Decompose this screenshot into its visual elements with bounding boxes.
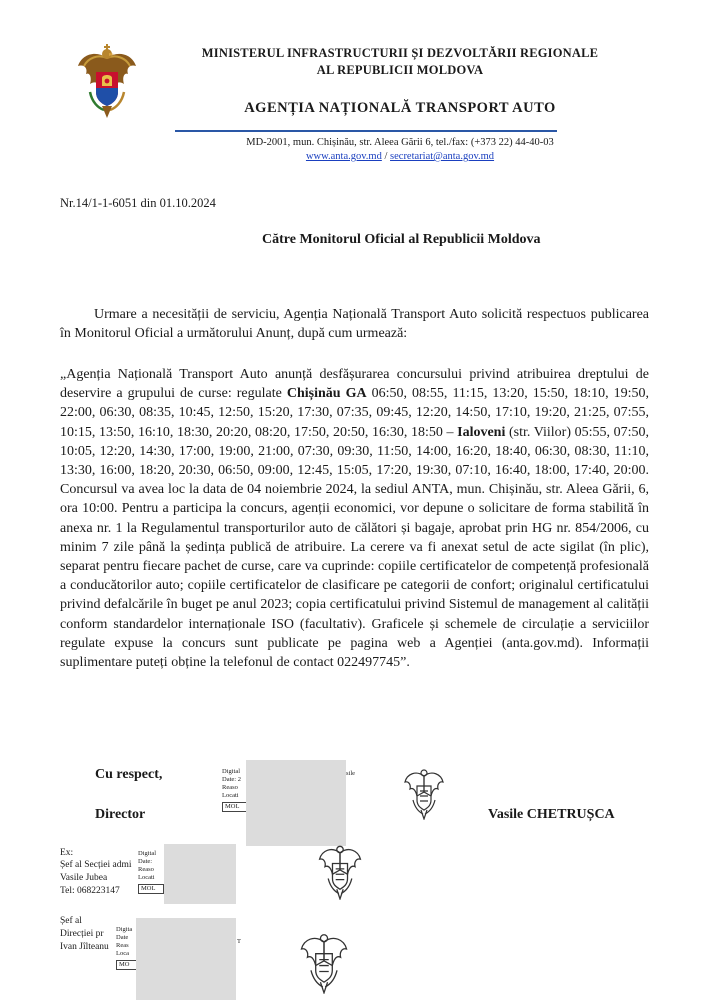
redacted-signature-block [136, 918, 236, 1000]
executor2-name: Ivan Jîlteanu [60, 942, 109, 952]
signature-detail: Locati [138, 874, 155, 881]
header-divider [175, 130, 557, 132]
contact-separator: / [381, 151, 391, 162]
executor1-role: Șef al Secției admi [60, 860, 132, 870]
signature-detail: Locati [222, 792, 239, 799]
executor2-role-line2: Direcției pr [60, 929, 104, 939]
seal-icon [404, 766, 444, 820]
signature-tail-text: T [237, 938, 241, 945]
origin-times: 06:50, 08:55, 11:15, 13:20, 15:50, 18:10, 19:50, 22:00, 06:30, 08:35, 10:45, 12:50, 15:20, 17:30, 07:35, 09:45, 12:20, 14:50, 17:10, 19:20, 21:25, 07:55, 10:15, 13:50, 16:10, 18:30, 20:20, 08:20, 17:50, 20:50, 16:30, 18:50 – [60, 386, 649, 440]
signature-detail: Date [116, 934, 129, 941]
recipient: Către Monitorul Oficial al Republicii Moldova [262, 232, 541, 247]
document-reference: Nr.14/1-1-6051 din 01.10.2024 [60, 196, 216, 210]
executor2-role-line1: Șef al [60, 916, 82, 926]
signature-field: MO [116, 960, 138, 970]
executor1-name: Vasile Jubea [60, 873, 108, 883]
signature-detail: Reas [116, 942, 129, 949]
website-link[interactable]: www.anta.gov.md [305, 151, 382, 162]
signature-detail: Reaso [222, 784, 238, 791]
coat-of-arms-logo [76, 44, 138, 120]
signature-field: MOL [222, 802, 248, 812]
seal-icon [298, 930, 350, 994]
agency-name: AGENȚIA NAȚIONALĂ TRANSPORT AUTO [244, 100, 556, 116]
agency-contacts [150, 151, 650, 162]
ministry-name-line2: AL REPUBLICII MOLDOVA [316, 63, 484, 77]
signature-detail: Digita [116, 926, 133, 933]
signature-detail: Date: 2 [222, 776, 241, 783]
ministry-name-line1: MINISTERUL INFRASTRUCTURII ȘI DEZVOLTĂRII REGIONALE [201, 46, 599, 60]
signature-detail: Date: [138, 858, 153, 865]
announcement-paragraph [60, 365, 649, 672]
intro-paragraph: Urmare a necesității de serviciu, Agenția Națională Transport Auto solicită respectuos publicarea în Monitorul Oficial a următorului Anunț, după cum urmează: [60, 307, 649, 342]
destination-times: (str. Viilor) 05:55, 07:50, 10:05, 12:20, 14:30, 17:00, 19:00, 21:00, 07:30, 09:30, 11:50, 14:00, 16:20, 18:40, 06:30, 08:30, 11:10, 13:30, 16:00, 18:20, 20:30, 06:50, 09:00, 12:45, 15:05, 17:20, 19:30, 07:10, 16:40, 18:00, 17:40, 20:00. [60, 424, 649, 479]
signature-field: MOL [138, 884, 164, 894]
agency-address: MD-2001, mun. Chișinău, str. Aleea Gării 6, tel./fax: (+373 22) 44-40-03 [246, 137, 554, 148]
signatory-name: Vasile CHETRUȘCA [488, 807, 615, 822]
executors-label: Ex: [60, 848, 74, 858]
signature-tail-text: sile [346, 770, 356, 777]
closing-regards: Cu respect, [95, 767, 163, 782]
executor1-phone: Tel: 068223147 [60, 886, 120, 896]
signature-detail: Digital [222, 768, 241, 775]
origin-station: Chișinău GA [286, 386, 367, 402]
destination-station: Ialoveni [457, 424, 506, 440]
signature-detail: Digital [138, 850, 157, 857]
announcement-text-2: Concursul va avea loc la data de 04 noiembrie 2024, la sediul ANTA, mun. Chișinău, str. Aleea Gării, 6, ora 10:00. Pentru a participa la concurs, agenții economici, vor depune o solicitare de forma stabilită în anexa nr. 1 la Regulamentul transporturilor auto de călători și bagaje, aprobat prin HG nr. 854/2006, cu minim 7 zile până la ședința publică de atribuire. La cerere va fi anexat setul de acte sigilat (în plic), separat pentru fiecare pachet de curse, care va cuprinde: copiile certificatelor de competență profesională a conducătorilor auto; copiile certificatelor de clasificare pe categorii de confort; originalul certificatului privind defalcările în buget pe anul 2023; copia certificatului privind Sistemul de management al calității conform standardelor internaționale ISO (facultativ). Graficele și schemele de circulație a serviciilor regulate expuse la concurs sunt publicate pe pagina web a Agenției (anta.gov.md). Informații suplimentare puteți obține la telefonul de contact 022497745”. [60, 482, 649, 671]
seal-icon [318, 842, 362, 900]
signature-detail: Loca [116, 950, 129, 957]
signatory-role: Director [95, 807, 146, 822]
signature-detail: Reaso [138, 866, 154, 873]
email-link[interactable]: secretariat@anta.gov.md [390, 151, 495, 162]
announcement-text-1: „Agenția Națională Transport Auto anunță desfășurarea concursului privind atribuirea dreptului de deservire a grupului de curse: regulate [60, 367, 649, 402]
redacted-signature-block [246, 760, 346, 846]
redacted-signature-block [164, 844, 236, 904]
